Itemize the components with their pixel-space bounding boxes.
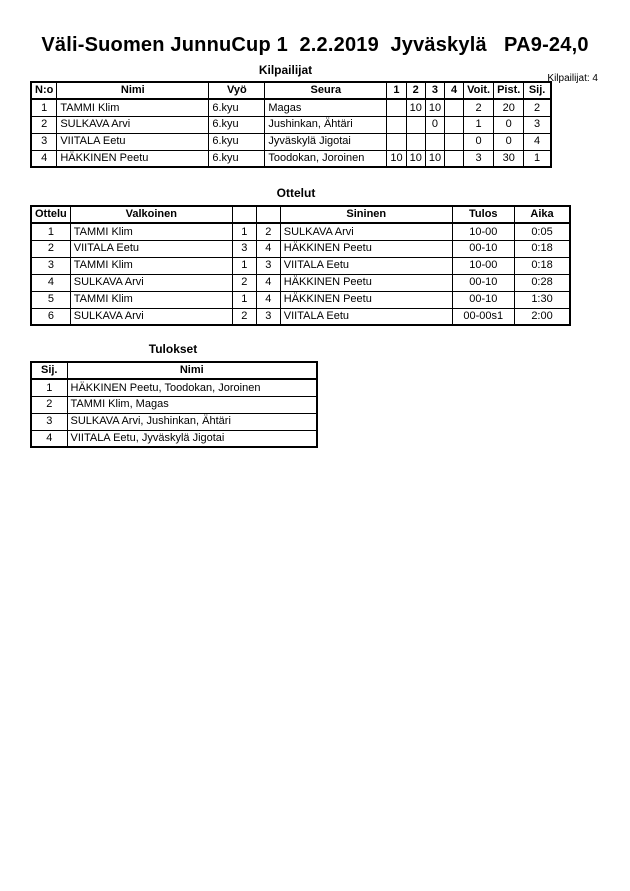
col-header-no: N:o — [31, 82, 57, 99]
score-r2 — [406, 133, 425, 150]
col-header-r1: 1 — [387, 82, 406, 99]
score-r2 — [406, 116, 425, 133]
competitor-no: 2 — [31, 116, 57, 133]
table-row — [31, 240, 570, 257]
blue-number: 2 — [256, 223, 280, 240]
match-result: 00-10 — [452, 240, 514, 257]
score-r4 — [445, 99, 464, 116]
match-no: 3 — [31, 257, 70, 274]
match-result: 00-00s1 — [452, 308, 514, 325]
col-header-r4: 4 — [445, 82, 464, 99]
score-r1 — [387, 116, 406, 133]
score-r1: 10 — [387, 150, 406, 167]
score-r3: 0 — [425, 116, 444, 133]
competitor-belt: 6.kyu — [209, 133, 265, 150]
col-header-r3: 3 — [425, 82, 444, 99]
result-place: 3 — [31, 413, 67, 430]
competitor-place: 4 — [524, 133, 551, 150]
competitor-belt: 6.kyu — [209, 150, 265, 167]
col-header-club: Seura — [265, 82, 387, 99]
match-result: 00-10 — [452, 291, 514, 308]
competitor-no: 3 — [31, 133, 57, 150]
competitor-belt: 6.kyu — [209, 99, 265, 116]
white-number: 2 — [232, 308, 256, 325]
match-no: 4 — [31, 274, 70, 291]
col-header-name: Nimi — [57, 82, 209, 99]
score-r4 — [445, 133, 464, 150]
match-time: 0:18 — [514, 257, 570, 274]
blue-name: HÄKKINEN Peetu — [280, 274, 452, 291]
white-name: TAMMI Klim — [70, 291, 232, 308]
competitor-wins: 3 — [464, 150, 494, 167]
match-result: 00-10 — [452, 274, 514, 291]
col-header-time: Aika — [514, 206, 570, 223]
competitor-points: 0 — [494, 116, 524, 133]
competitor-club: Toodokan, Joroinen — [265, 150, 387, 167]
white-name: TAMMI Klim — [70, 257, 232, 274]
table-row — [31, 223, 570, 240]
score-r3: 10 — [425, 150, 444, 167]
match-result: 10-00 — [452, 223, 514, 240]
competitors-heading: Kilpailijat — [258, 63, 313, 77]
competitor-name: VIITALA Eetu — [57, 133, 209, 150]
col-header-place: Sij. — [524, 82, 551, 99]
match-time: 0:28 — [514, 274, 570, 291]
table-row — [31, 430, 317, 447]
competitors-header-row — [31, 82, 551, 99]
competitor-wins: 0 — [464, 133, 494, 150]
col-header-belt: Vyö — [209, 82, 265, 99]
result-place: 2 — [31, 396, 67, 413]
blue-number: 4 — [256, 291, 280, 308]
table-row — [31, 133, 551, 150]
competitor-name: SULKAVA Arvi — [57, 116, 209, 133]
result-name: TAMMI Klim, Magas — [67, 396, 317, 413]
competitors-table — [30, 81, 552, 168]
blue-number: 3 — [256, 308, 280, 325]
match-no: 1 — [31, 223, 70, 240]
score-r4 — [445, 116, 464, 133]
blue-number: 3 — [256, 257, 280, 274]
competitor-club: Jyväskylä Jigotai — [265, 133, 387, 150]
table-row — [31, 274, 570, 291]
white-number: 2 — [232, 274, 256, 291]
col-header-wins: Voit. — [464, 82, 494, 99]
white-number: 1 — [232, 257, 256, 274]
match-result: 10-00 — [452, 257, 514, 274]
col-header-result: Tulos — [452, 206, 514, 223]
white-name: TAMMI Klim — [70, 223, 232, 240]
match-time: 0:18 — [514, 240, 570, 257]
blue-number: 4 — [256, 240, 280, 257]
result-name: SULKAVA Arvi, Jushinkan, Ähtäri — [67, 413, 317, 430]
table-row — [31, 379, 317, 396]
score-r1 — [387, 99, 406, 116]
competitor-place: 2 — [524, 99, 551, 116]
competitor-place: 1 — [524, 150, 551, 167]
match-no: 5 — [31, 291, 70, 308]
match-time: 1:30 — [514, 291, 570, 308]
competitor-club: Jushinkan, Ähtäri — [265, 116, 387, 133]
competitor-belt: 6.kyu — [209, 116, 265, 133]
score-r1 — [387, 133, 406, 150]
match-time: 2:00 — [514, 308, 570, 325]
blue-name: HÄKKINEN Peetu — [280, 291, 452, 308]
col-header-points: Pist. — [494, 82, 524, 99]
table-row — [31, 308, 570, 325]
col-header-r2: 2 — [406, 82, 425, 99]
score-r3: 10 — [425, 99, 444, 116]
match-no: 6 — [31, 308, 70, 325]
table-row — [31, 116, 551, 133]
competitor-points: 0 — [494, 133, 524, 150]
competitor-name: TAMMI Klim — [57, 99, 209, 116]
white-number: 1 — [232, 291, 256, 308]
result-name: VIITALA Eetu, Jyväskylä Jigotai — [67, 430, 317, 447]
score-r4 — [445, 150, 464, 167]
competitor-points: 20 — [494, 99, 524, 116]
score-r2: 10 — [406, 150, 425, 167]
blue-name: VIITALA Eetu — [280, 257, 452, 274]
white-name: SULKAVA Arvi — [70, 274, 232, 291]
score-r2: 10 — [406, 99, 425, 116]
results-table — [30, 361, 318, 448]
competitor-points: 30 — [494, 150, 524, 167]
result-name: HÄKKINEN Peetu, Toodokan, Joroinen — [67, 379, 317, 396]
white-name: SULKAVA Arvi — [70, 308, 232, 325]
col-header-white: Valkoinen — [70, 206, 232, 223]
match-no: 2 — [31, 240, 70, 257]
matches-heading: Ottelut — [276, 186, 316, 200]
blue-name: VIITALA Eetu — [280, 308, 452, 325]
blue-name: HÄKKINEN Peetu — [280, 240, 452, 257]
table-row — [31, 99, 551, 116]
competitor-name: HÄKKINEN Peetu — [57, 150, 209, 167]
results-heading: Tulokset — [148, 342, 198, 356]
white-number: 1 — [232, 223, 256, 240]
competitor-no: 1 — [31, 99, 57, 116]
competitor-place: 3 — [524, 116, 551, 133]
table-row — [31, 291, 570, 308]
col-header-match: Ottelu — [31, 206, 70, 223]
table-row — [31, 413, 317, 430]
col-header-white-no — [232, 206, 256, 223]
competitor-wins: 1 — [464, 116, 494, 133]
competitor-count-label: Kilpailijat: 4 — [547, 73, 598, 84]
competitor-club: Magas — [265, 99, 387, 116]
page-title: Väli-Suomen JunnuCup 1 2.2.2019 Jyväskylä PA9-24,0 — [41, 34, 589, 56]
blue-number: 4 — [256, 274, 280, 291]
col-header-blue: Sininen — [280, 206, 452, 223]
table-row — [31, 150, 551, 167]
table-row — [31, 396, 317, 413]
results-header-row — [31, 362, 317, 379]
col-header-blue-no — [256, 206, 280, 223]
score-r3 — [425, 133, 444, 150]
table-row — [31, 257, 570, 274]
result-place: 1 — [31, 379, 67, 396]
white-name: VIITALA Eetu — [70, 240, 232, 257]
white-number: 3 — [232, 240, 256, 257]
col-header-place: Sij. — [31, 362, 67, 379]
match-time: 0:05 — [514, 223, 570, 240]
matches-table — [30, 205, 571, 326]
blue-name: SULKAVA Arvi — [280, 223, 452, 240]
competitor-no: 4 — [31, 150, 57, 167]
competitor-wins: 2 — [464, 99, 494, 116]
col-header-name: Nimi — [67, 362, 317, 379]
matches-header-row — [31, 206, 570, 223]
result-place: 4 — [31, 430, 67, 447]
